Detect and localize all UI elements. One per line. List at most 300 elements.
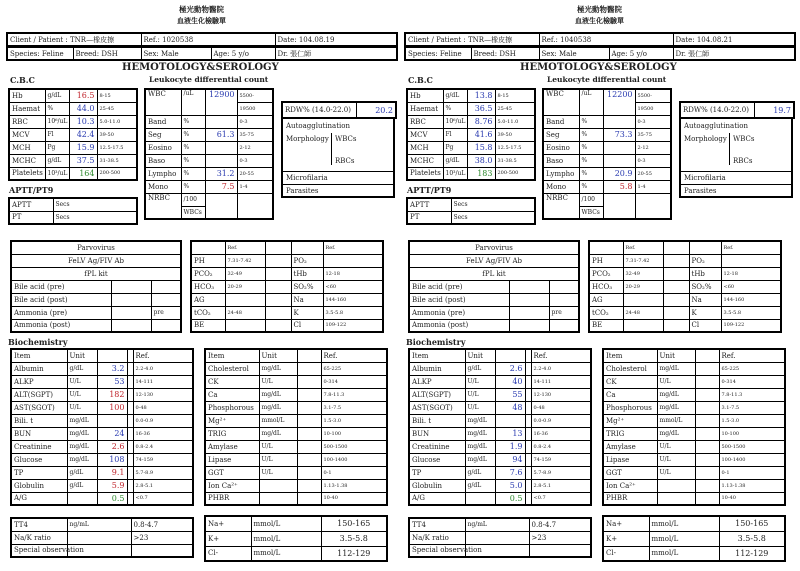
gas-row [191,293,383,306]
nrbc-unit: /100 [181,193,205,206]
misc-item: Special observation [409,544,465,557]
gas-ref: 24-48 [623,306,663,319]
misc-row [11,518,193,531]
cbc-value: 13.8 [467,89,495,102]
ref-cell: Ref.: 1040538 [539,33,673,46]
bio-row [409,466,591,479]
cbc-value: 44.0 [69,102,97,115]
bio2-unit [657,492,695,505]
misc-ref: 0.8-4.7 [529,518,591,531]
bio-row [11,453,193,466]
cbc-row [9,102,137,115]
cbc-item: MCHC [9,154,45,167]
bio-item: BUN [11,427,67,440]
cbc-row [407,102,535,115]
leukocyte-item: Mono [543,180,579,193]
bio-unit [67,492,97,505]
bio-value: 0.5 [97,492,127,505]
cbc-row [407,89,535,102]
misc-item: TT4 [409,518,465,531]
bio-row [11,362,193,375]
nrbc-row [543,193,671,206]
bio2-ref: 3.1-7.5 [321,401,387,414]
bile-unit [151,293,181,306]
nrbc-item: NRBC [543,193,579,219]
bio2-ref: 0-314 [719,375,785,388]
patient-info-table [6,32,398,47]
bio2-item: CK [205,375,259,388]
bio-unit: g/dL [67,362,97,375]
bile-item: Bile acid (post) [409,293,509,306]
bio2-row [205,492,387,505]
cbc-unit: Fl [443,128,467,141]
bio-value: 13 [495,427,525,440]
biochemistry-table-2 [204,348,388,506]
leukocyte-item: Lympho [543,167,579,180]
bio2-ref: 1.13-1.38 [719,479,785,492]
misc-row [409,518,591,531]
bio-value: 24 [97,427,127,440]
cbc-item: RBC [407,115,443,128]
gas-item-2: PO₂ [291,254,323,267]
gas-item-2: PO₂ [689,254,721,267]
gas-item: HCO₃ [191,280,225,293]
gas-item-2: K [291,306,323,319]
cbc-row [9,115,137,128]
leukocyte-unit: % [181,167,205,180]
wbc-item: WBC [145,89,181,115]
lab-report-2 [402,0,800,571]
leukocyte-ref: 20-55 [237,167,273,180]
bio2-item: Ca [603,388,657,401]
leukocyte-item: Eosino [543,141,579,154]
cbc-ref: 200-500 [97,167,137,180]
cbc-value: 8.76 [467,115,495,128]
cbc-unit: g/dL [45,89,69,102]
bio-ref: 5.7-8.9 [531,466,591,479]
leukocyte-unit: % [181,128,205,141]
bio-item: Albumin [409,362,465,375]
cbc-item: Haemat [9,102,45,115]
misc-row [11,544,193,557]
bio2-ref: 0-314 [321,375,387,388]
serology-table [10,240,182,333]
bio-ref: 74-159 [531,453,591,466]
serology-row [409,241,579,254]
leukocyte-unit: % [579,154,603,167]
cbc-item: Platelets [9,167,45,180]
blood-gas-table [190,240,384,333]
bio-row [11,492,193,505]
wbcs-label: WBCs [335,135,357,143]
parasites-label: Parasites [684,187,717,195]
bile-row [11,319,181,332]
leukocyte-value [603,141,635,154]
cbc-row [9,167,137,180]
leukocyte-ref: 2-12 [237,141,273,154]
cbc-item: MCV [9,128,45,141]
electrolyte-unit: mmol/L [649,531,719,546]
aptt-title: APTT/PT9 [9,185,54,195]
aptt-table [406,197,536,225]
bio-unit: g/dL [465,466,495,479]
rdw-value: 20.2 [356,102,396,118]
nrbc-item: NRBC [145,193,181,219]
cbc-unit: 10⁶/uL [443,115,467,128]
bio-row [409,375,591,388]
gas-row [589,280,781,293]
bio-value: 3.2 [97,362,127,375]
bio2-ref: 1.5-3.0 [719,414,785,427]
aptt-unit: Secs [53,198,137,211]
leukocyte-title: Leukocyte differential count [547,75,667,84]
bio-item: Creatinine [409,440,465,453]
bile-unit [549,319,579,332]
patient-info-table-2 [6,46,398,61]
bio-ref: 0-48 [133,401,193,414]
aptt-unit: Secs [451,198,535,211]
misc-unit: ng/mL [67,518,131,531]
cbc-item: MCH [407,141,443,154]
gas-item-2: Cl [689,319,721,332]
gas-item: AG [589,293,623,306]
age-cell: Age: 5 y/o [609,47,673,60]
bio2-ref: 10-100 [321,427,387,440]
serology-item: Parvovirus [409,241,579,254]
leukocyte-ref: 1-4 [635,180,671,193]
wbc-unit: /uL [181,89,205,115]
bio-row [409,440,591,453]
leukocyte-value [603,115,635,128]
bio-item: Globulin [409,479,465,492]
bile-row [409,319,579,332]
gas-item-2: Na [689,293,721,306]
bio2-item: TRIG [205,427,259,440]
biochemistry-table [408,348,592,506]
bile-row [409,293,579,306]
bio2-item: Amylase [603,440,657,453]
leukocyte-value: 7.5 [205,180,237,193]
cbc-ref: 39-50 [495,128,535,141]
leukocyte-unit: % [579,167,603,180]
morphology-divider [331,133,332,165]
cbc-unit: % [443,102,467,115]
aptt-row [407,198,535,211]
gas-item-2: K [689,306,721,319]
bio-item: Creatinine [11,440,67,453]
leukocyte-row [145,154,273,167]
gas-item: PH [191,254,225,267]
morphology-box [679,117,793,198]
bio2-row [603,388,785,401]
cbc-row [407,154,535,167]
parasites-divider [283,184,393,185]
cbc-item: Hb [407,89,443,102]
bio-value: 108 [97,453,127,466]
cbc-ref: 200-500 [495,167,535,180]
electrolyte-row [205,516,387,531]
leukocyte-value: 73.3 [603,128,635,141]
gas-ref: 7.31-7.42 [623,254,663,267]
cbc-value: 16.5 [69,89,97,102]
bio2-item: GGT [205,466,259,479]
gas-item: PCO₂ [191,267,225,280]
gas-ref [225,319,265,332]
cbc-unit: g/dL [443,89,467,102]
gas-ref-2 [721,254,781,267]
leukocyte-item: Band [145,115,181,128]
leukocyte-row [543,141,671,154]
bio2-row [603,440,785,453]
cbc-value: 42.4 [69,128,97,141]
bio2-unit: U/L [657,375,695,388]
serology-row [409,254,579,267]
bio2-header-ref: Ref. [321,349,387,362]
bio2-unit: U/L [657,440,695,453]
bio2-unit: U/L [259,375,297,388]
microfilaria-label: Microfilaria [286,174,328,182]
bio2-item: Ion Ca²⁺ [205,479,259,492]
bile-row [11,306,181,319]
age-cell: Age: 5 y/o [211,47,275,60]
cbc-row [407,167,535,180]
bile-unit [151,280,181,293]
wbc-row [543,89,671,102]
bio2-row [205,453,387,466]
cbc-value: 41.6 [467,128,495,141]
bio2-item: Cholesterol [205,362,259,375]
bio-item: TP [11,466,67,479]
bio-unit: mg/dL [465,414,495,427]
gas-ref [623,293,663,306]
rbcs-label: RBCs [733,157,753,165]
rdw-value: 19.7 [754,102,794,118]
bio-row [409,401,591,414]
cbc-ref: 25-45 [495,102,535,115]
bio2-row [603,375,785,388]
bio2-row [603,401,785,414]
leukocyte-row [145,115,273,128]
autoagglutination-label: Autoagglutination [684,122,748,130]
gas-ref: 24-48 [225,306,265,319]
gas-row [191,280,383,293]
leukocyte-ref: 0-3 [635,115,671,128]
rdw-label: RDW% (14.0-22.0) [282,102,356,118]
bio-row [409,479,591,492]
serology-item: Parvovirus [11,241,181,254]
client-cell: Client / Patient : TNR—橡皮擦 [405,33,539,46]
bio2-ref: 500-1500 [719,440,785,453]
hospital-name: 極光動物醫院 [179,5,224,14]
aptt-table [8,197,138,225]
cbc-value: 36.5 [467,102,495,115]
bio-ref: 0.8-2.4 [133,440,193,453]
breed-cell: Breed: DSH [471,47,539,60]
cbc-unit: % [45,102,69,115]
cbc-table [8,88,138,181]
doctor-cell: Dr. 張仁師 [673,47,795,60]
serology-item: FeLV Ag/FIV Ab [409,254,579,267]
bio2-unit: U/L [259,440,297,453]
bile-unit [549,293,579,306]
bio-ref: 0.0-0.9 [133,414,193,427]
leukocyte-ref: 2-12 [635,141,671,154]
bio-row [11,466,193,479]
bio2-item: GGT [603,466,657,479]
bio2-row [205,362,387,375]
bio2-unit: mmol/L [657,414,695,427]
leukocyte-row [145,167,273,180]
leukocyte-unit: % [579,128,603,141]
bio2-row [205,401,387,414]
gas-row [589,267,781,280]
bio2-ref: 65-225 [719,362,785,375]
bio2-row [205,375,387,388]
electrolyte-row [603,546,785,561]
bile-row [11,280,181,293]
bio-item: A/G [11,492,67,505]
parasites-divider [681,184,791,185]
bio-ref: 12-130 [133,388,193,401]
leukocyte-unit: % [181,141,205,154]
leukocyte-unit: % [181,115,205,128]
misc-ref: >23 [529,531,591,544]
gas-row [589,319,781,332]
misc-unit: ng/mL [465,518,529,531]
gas-ref-2 [323,254,383,267]
bio2-unit: U/L [259,453,297,466]
gas-item: AG [191,293,225,306]
bio-value: 2.6 [97,440,127,453]
bio-unit: U/L [67,401,97,414]
serology-table [408,240,580,333]
hospital-name: 極光動物醫院 [577,5,622,14]
bio2-unit [657,479,695,492]
bio-unit: U/L [465,375,495,388]
electrolyte-ref: 150-165 [321,516,387,531]
bio2-unit: U/L [259,466,297,479]
bio2-unit: mmol/L [259,414,297,427]
leukocyte-value: 5.8 [603,180,635,193]
microfilaria-divider [283,171,393,172]
bio2-item: Phosphorous [205,401,259,414]
sex-cell: Sex: Male [539,47,609,60]
bile-unit [151,319,181,332]
bio2-row [603,466,785,479]
serology-item: FeLV Ag/FIV Ab [11,254,181,267]
bio-unit: U/L [67,388,97,401]
cbc-item: RBC [9,115,45,128]
gas-ref: 32-49 [623,267,663,280]
gas-ref-2: 3.5-5.8 [323,306,383,319]
bio-item: ALKP [409,375,465,388]
bio2-ref: 0-1 [321,466,387,479]
section-title: HEMOTOLOGY&SEROLOGY [520,62,677,73]
bio-value: 0.5 [495,492,525,505]
bio-ref: 14-111 [133,375,193,388]
bio2-unit: U/L [657,466,695,479]
leukocyte-ref: 0-3 [635,154,671,167]
bio-unit: mg/dL [67,453,97,466]
wbc-value: 12200 [603,89,635,115]
gas-item-2: SO₂% [689,280,721,293]
misc-ref: >23 [131,531,193,544]
cbc-value: 38.0 [467,154,495,167]
bio-value: 7.6 [495,466,525,479]
bio2-item: Lipase [603,453,657,466]
microfilaria-divider [681,171,791,172]
gas-item-2: Na [291,293,323,306]
wbc-ref-high: 19500 [635,102,671,115]
leukocyte-row [543,180,671,193]
bio-ref: <0.7 [531,492,591,505]
bio2-ref: 3.1-7.5 [719,401,785,414]
bio-value [97,414,127,427]
bio-unit: U/L [67,375,97,388]
sex-cell: Sex: Male [141,47,211,60]
bio-item: ALT(SGPT) [409,388,465,401]
cbc-item: MCHC [407,154,443,167]
bio-item: Albumin [11,362,67,375]
gas-ref-2: 109-122 [323,319,383,332]
leukocyte-unit: % [579,115,603,128]
bio2-unit: mg/dL [657,427,695,440]
bio2-item: Cholesterol [603,362,657,375]
leukocyte-row [145,141,273,154]
leukocyte-item: Band [543,115,579,128]
aptt-item: APTT [9,198,53,211]
electrolyte-table [204,515,388,562]
morphology-box [281,117,395,198]
leukocyte-value: 20.9 [603,167,635,180]
leukocyte-ref: 1-4 [237,180,273,193]
bio-row [409,388,591,401]
aptt-unit: Secs [53,211,137,224]
bio-unit: mg/dL [67,427,97,440]
gas-item-2: SO₂% [291,280,323,293]
cbc-value: 183 [467,167,495,180]
electrolyte-table [602,515,786,562]
electrolyte-unit: mmol/L [251,516,321,531]
nrbc-unit-2: WBCs [181,206,205,219]
cbc-ref: 12.5-17.5 [97,141,137,154]
parasites-label: Parasites [286,187,319,195]
patient-info-table-2 [404,46,796,61]
bile-row [409,280,579,293]
bio-row [11,440,193,453]
bio2-unit: U/L [657,453,695,466]
bio2-header-ref: Ref. [719,349,785,362]
leukocyte-table [542,88,672,220]
gas-item: tCO₂ [589,306,623,319]
bio-value: 40 [495,375,525,388]
misc-item: TT4 [11,518,67,531]
misc-table [408,517,592,558]
leukocyte-item: Baso [145,154,181,167]
misc-item: Na/K ratio [11,531,67,544]
cbc-ref: 5.0-11.0 [97,115,137,128]
doctor-cell: Dr. 張仁師 [275,47,397,60]
bio-ref: 14-111 [531,375,591,388]
bio2-item: Mg²⁺ [603,414,657,427]
bio2-item: TRIG [603,427,657,440]
gas-row [191,306,383,319]
misc-ref: 0.8-4.7 [131,518,193,531]
cbc-item: Platelets [407,167,443,180]
gas-item-2: Cl [291,319,323,332]
gas-item-2: tHb [689,267,721,280]
bio2-item: Mg²⁺ [205,414,259,427]
